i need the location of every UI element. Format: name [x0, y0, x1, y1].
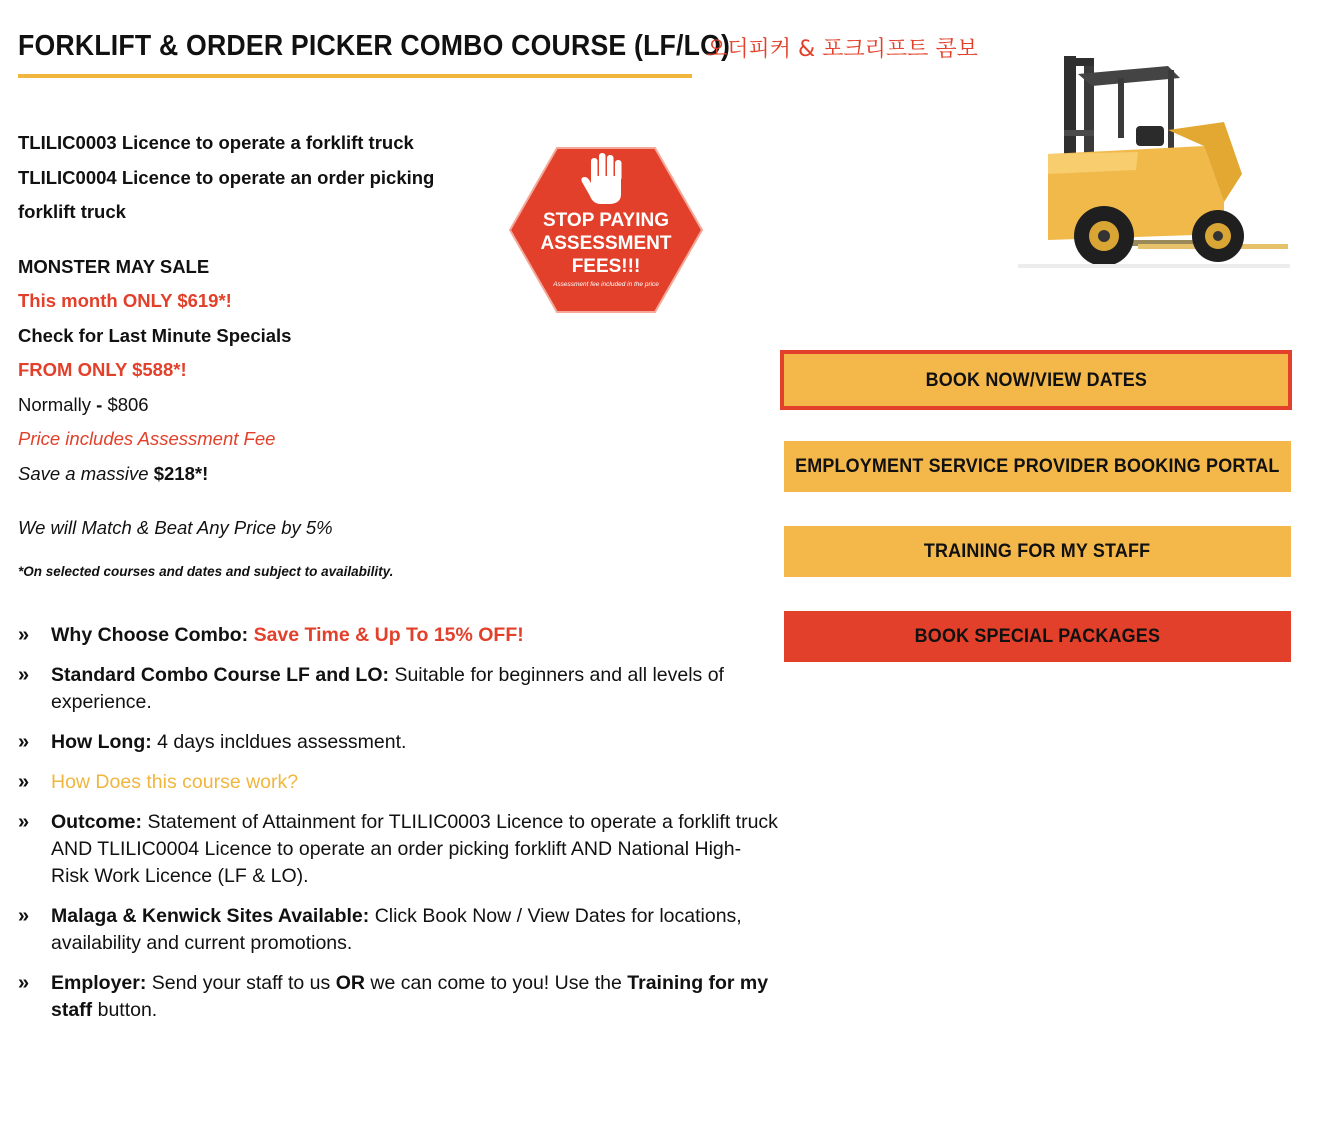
save-line: [18, 457, 508, 492]
badge-small: Assessment fee included in the price: [553, 281, 659, 288]
feature-list: [18, 622, 778, 1037]
disclaimer: *On selected courses and dates and subject to availability.: [18, 563, 394, 579]
book-special-packages-button[interactable]: [784, 611, 1291, 662]
badge-line-1: STOP PAYING: [542, 210, 670, 231]
badge-line-2: ASSESSMENT: [540, 233, 672, 254]
month-only-price: This month ONLY $619*!: [18, 290, 232, 311]
price-match: We will Match & Beat Any Price by 5%: [18, 517, 333, 538]
unit-line-1: TLILIC0003 Licence to operate a forklift truck: [18, 132, 414, 153]
double-chevron-icon: »: [18, 624, 30, 646]
double-chevron-icon: »: [18, 972, 30, 994]
outcome-text: Statement of Attainment for TLILIC0003 Licence to operate a forklift truck AND TLILIC0004 Licence to operate an order picking forklift AND National High-Risk Work Licence (LF & LO).: [51, 811, 778, 887]
double-chevron-icon: »: [18, 905, 30, 927]
employer-text-4: button.: [97, 999, 158, 1021]
double-chevron-icon: »: [18, 811, 30, 833]
standard-text: Suitable for beginners and all levels of experience.: [51, 664, 724, 713]
employer-text-3: Training for my staff: [51, 972, 769, 1021]
esp-booking-portal-button[interactable]: [784, 441, 1291, 492]
list-item: [18, 622, 778, 649]
list-item: [18, 769, 778, 796]
save-label: Save a massive: [18, 462, 149, 484]
list-item: [18, 809, 778, 890]
book-now-label: BOOK NOW/VIEW DATES: [925, 368, 1147, 391]
normal-price-label: Normally: [18, 393, 91, 415]
list-item: [18, 903, 778, 957]
list-item: [18, 662, 778, 716]
title-underline: [18, 74, 692, 78]
double-chevron-icon: »: [18, 731, 30, 753]
normal-price-dash: -: [96, 393, 103, 415]
how-course-works-link[interactable]: How Does this course work?: [51, 771, 299, 793]
training-for-staff-button[interactable]: [784, 526, 1291, 577]
stop-paying-badge: [508, 146, 704, 314]
korean-title: 오더피커 & 포크리프트 콤보: [706, 37, 978, 62]
double-chevron-icon: »: [18, 664, 30, 686]
sites-label: Malaga & Kenwick Sites Available:: [51, 905, 370, 927]
double-chevron-icon: »: [18, 771, 30, 793]
check-specials: Check for Last Minute Specials: [18, 324, 292, 346]
employer-or: OR: [335, 972, 365, 994]
employer-label: Employer:: [51, 972, 147, 994]
normal-price-value: $806: [107, 393, 149, 415]
esp-booking-portal-label: EMPLOYMENT SERVICE PROVIDER BOOKING PORTAL: [795, 455, 1280, 477]
page-title-wrap: [18, 30, 792, 63]
standard-label: Standard Combo Course LF and LO:: [51, 664, 390, 686]
save-amount: $218*!: [153, 462, 209, 484]
why-label: Why Choose Combo:: [51, 624, 249, 646]
normal-price: [18, 388, 508, 423]
sites-text: Click Book Now / View Dates for locations, availability and current promotions.: [51, 905, 742, 954]
includes-fee: Price includes Assessment Fee: [18, 428, 276, 449]
employer-text-1: Send your staff to us: [151, 972, 331, 994]
page-title: FORKLIFT & ORDER PICKER COMBO COURSE (LF/LO): [18, 30, 731, 62]
badge-line-3: FEES!!!: [571, 256, 641, 277]
employer-text-2: we can come to you! Use the: [370, 972, 622, 994]
unit-line-3: forklift truck: [18, 201, 126, 222]
training-for-staff-label: TRAINING FOR MY STAFF: [924, 540, 1151, 562]
unit-line-2: TLILIC0004 Licence to operate an order picking: [18, 166, 435, 188]
book-now-button[interactable]: [780, 350, 1292, 410]
list-item: [18, 729, 778, 756]
from-only-price: FROM ONLY $588*!: [18, 359, 187, 380]
list-item: [18, 970, 778, 1024]
outcome-label: Outcome:: [51, 811, 143, 833]
sale-name: MONSTER MAY SALE: [18, 255, 210, 277]
how-long-text: 4 days incldues assessment.: [157, 731, 407, 753]
forklift-image: [1018, 34, 1290, 270]
book-special-packages-label: BOOK SPECIAL PACKAGES: [914, 625, 1161, 647]
how-long-label: How Long:: [51, 731, 152, 753]
why-text: Save Time & Up To 15% OFF!: [253, 624, 524, 646]
course-info: [18, 126, 508, 579]
